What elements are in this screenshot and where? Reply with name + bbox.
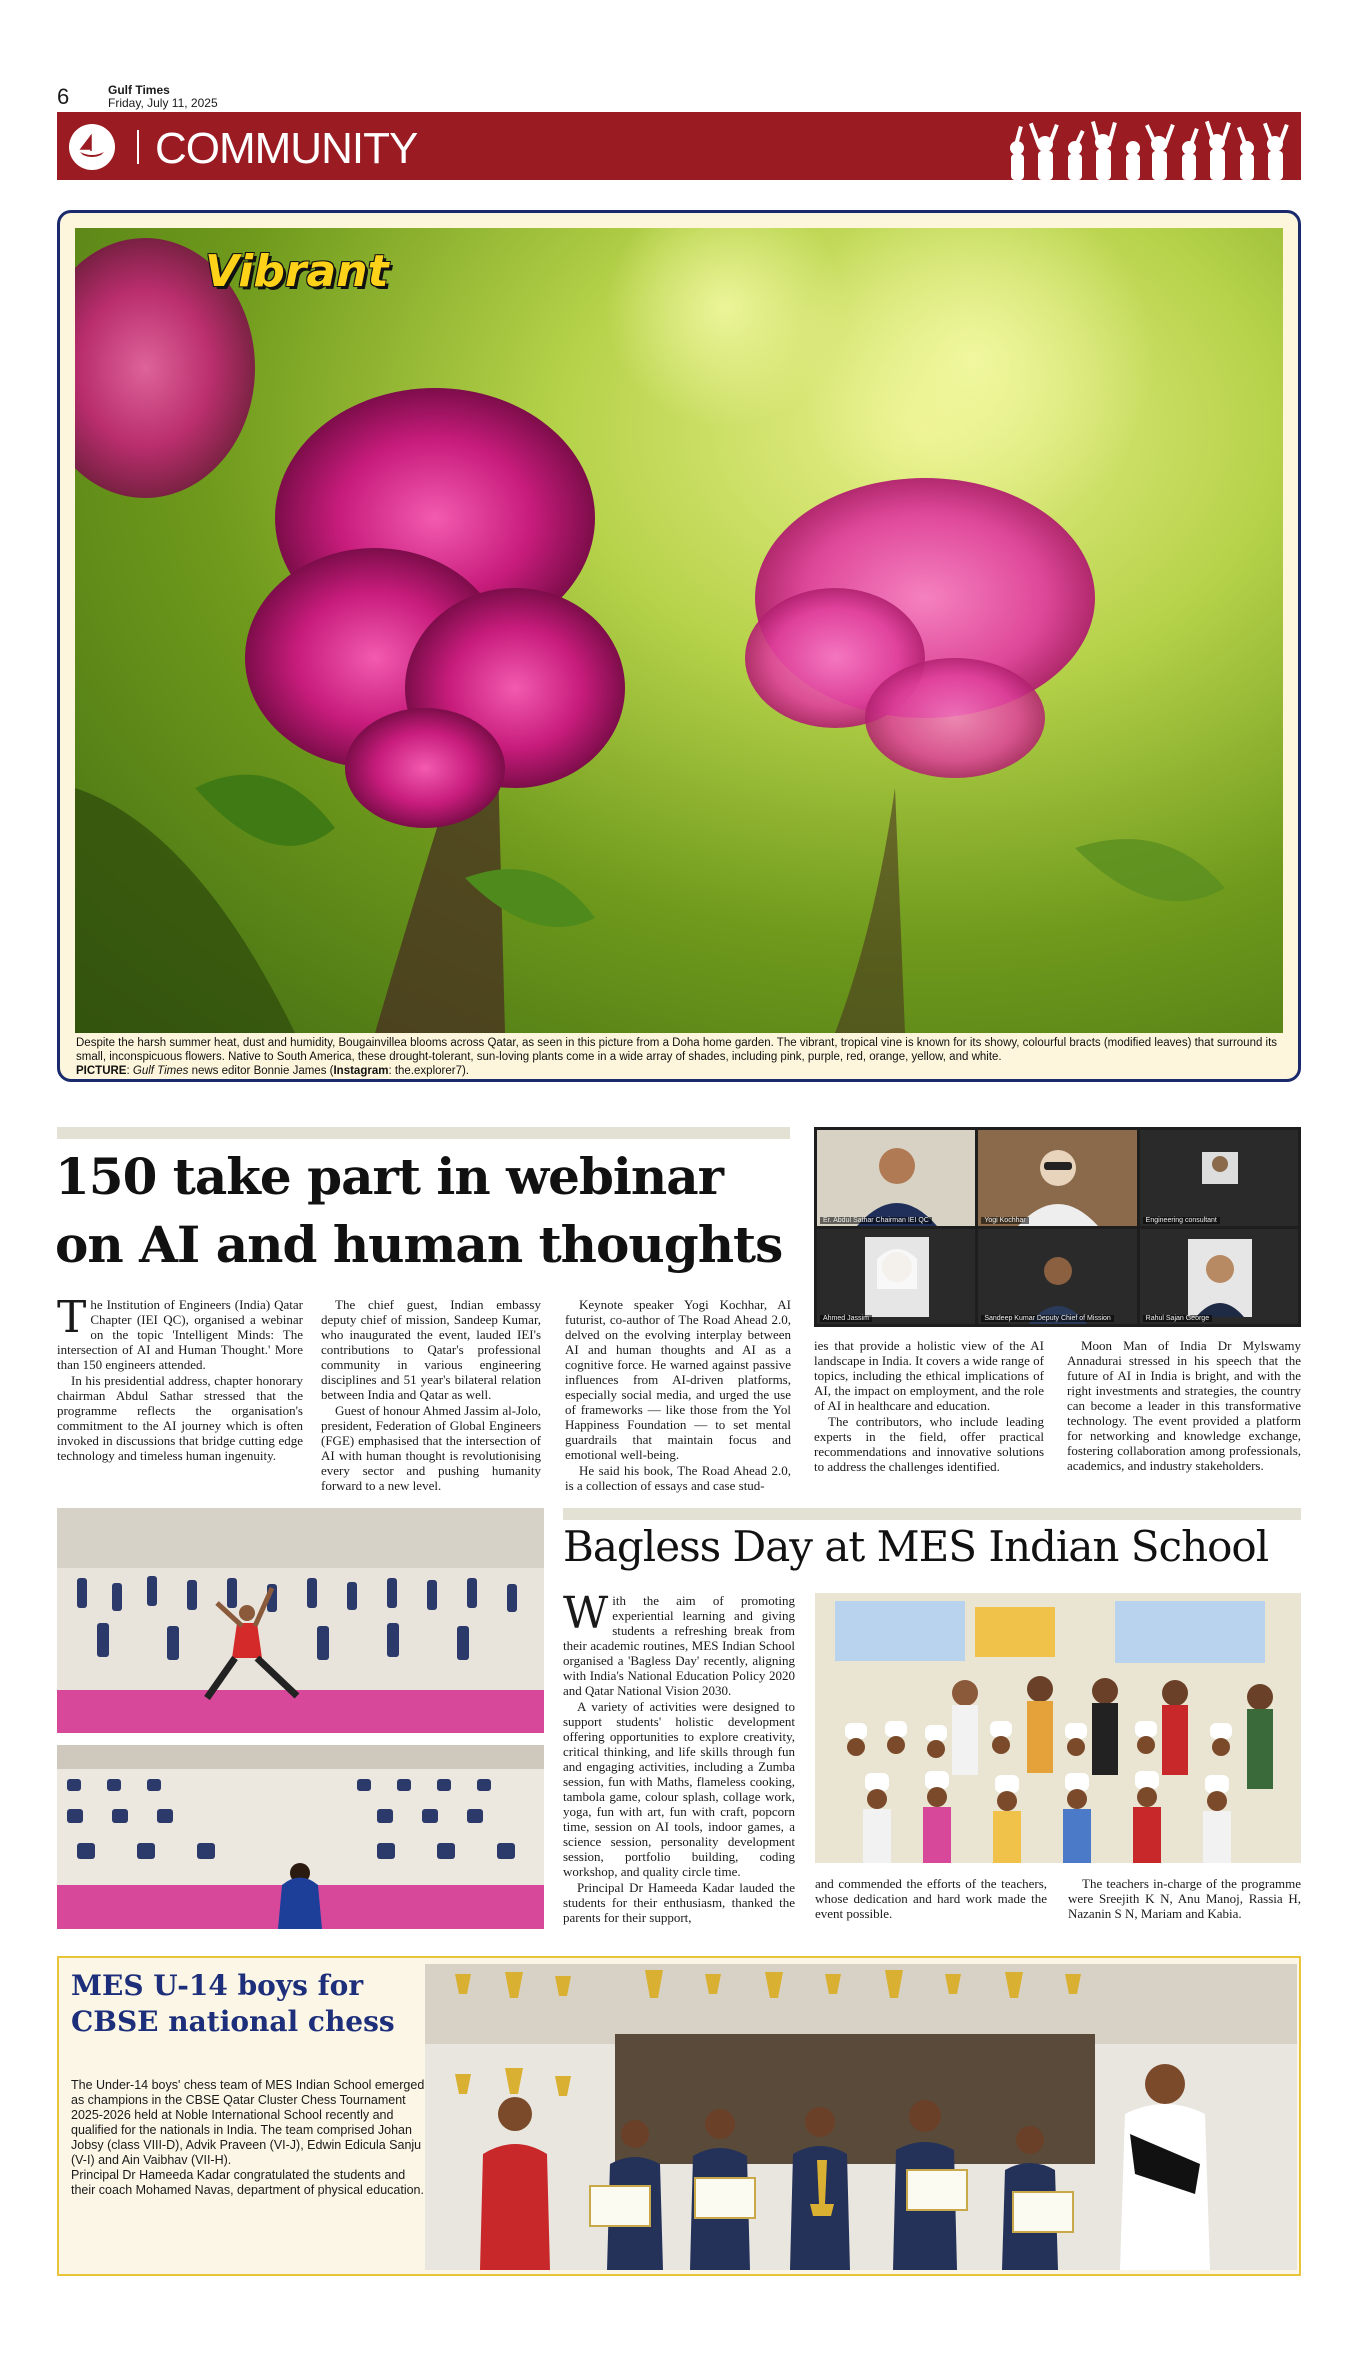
bagless-paragraph: Principal Dr Hameeda Kadar lauded the students for their enthusiasm, thanked the parents for their support, [563, 1880, 795, 1925]
webinar-column-2 [321, 1297, 541, 1494]
chess-headline-line-2: CBSE national chess [71, 2005, 395, 2038]
zoom-tile [978, 1229, 1136, 1325]
story-rule [563, 1508, 1301, 1520]
dhow-logo-icon [69, 124, 115, 170]
zoom-tile [1140, 1229, 1298, 1325]
credit-text: news editor Bonnie James ( [188, 1065, 334, 1077]
bagless-paragraph: The teachers in-charge of the programme were Sreejith K N, Anu Manoj, Rassia H, Nazanin S N, Mariam and Kabia. [1068, 1876, 1301, 1921]
dropcap: W [563, 1588, 609, 1639]
story-rule [57, 1127, 790, 1139]
zoom-tile-name: Er. Abdul Sathar Chairman IEI QC [820, 1217, 932, 1224]
caption-text: Despite the harsh summer heat, dust and humidity, Bougainvillea blooms across Qatar, as seen in this picture from a Doha home garden. The vibrant, tropical vine is known for its showy, colourful bracts (modified leaves) that surround its small, inconspicuous flowers. Native to South America, these drought-tolerant, sun-loving plants come in a wide array of shades, including pink, purple, red, orange, yellow, and white. [76, 1037, 1278, 1063]
webinar-paragraph: Moon Man of India Dr Mylswamy Annadurai stressed in his speech that the future of AI in India is bright, and with the right investments and strategies, the country can become a leader in this transformative technology. The event provided a platform for networking and knowledge exchange, fostering collaboration among professionals, academics, and industry stakeholders. [1067, 1338, 1301, 1473]
credit-publication: Gulf Times [132, 1065, 189, 1077]
zoom-tile [817, 1130, 975, 1226]
page-number: 6 [57, 84, 70, 109]
zoom-tile-name: Engineering consultant [1143, 1217, 1220, 1224]
webinar-column-1 [57, 1292, 303, 1464]
bagless-paragraph: A variety of activities were designed to support students' holistic development offering opportunities to explore creativity, critical thinking, and life skills through fun and engaging activities, including a Zumba session, fun with Maths, flameless cooking, tambola game, colour splash, collage work, yoga, fun with art, fun with craft, popcorn time, session on AI tools, indoor games, a science session, personality development session, portfolio building, coding workshop, and quality circle time. [563, 1699, 795, 1879]
section-separator [137, 130, 139, 164]
chess-paragraph: Principal Dr Hameeda Kadar congratulated the students and their coach Mohamed Navas, department of physical education. [71, 2168, 424, 2197]
credit-instagram-label: Instagram [333, 1065, 389, 1077]
webinar-headline-line-1: 150 take part in webinar [55, 1147, 723, 1206]
webinar-paragraph: Guest of honour Ahmed Jassim al-Jolo, president, Federation of Global Engineers (FGE) emphasised that the intersection of AI with human thought is revolutionising every sector and pushing humanity forward to a new level. [321, 1403, 541, 1493]
photo-feature-box [57, 210, 1301, 1082]
webinar-paragraph: ies that provide a holistic view of the AI landscape in India. It covers a wide range of topics, including the ethical implications of AI, the impact on employment, and the role of AI in healthcare and education. [814, 1338, 1044, 1413]
publication-date: Friday, July 11, 2025 [108, 96, 218, 110]
zoom-tile [1140, 1130, 1298, 1226]
webinar-paragraph: In his presidential address, chapter honorary chairman Abdul Sathar stressed that the programme reflects the organisation's commitment to the AI journey which is often invoked in discussions that bridge cutting edge technology and timeless human ingenuity. [57, 1373, 303, 1463]
zoom-tile-name: Rahul Sajan George [1143, 1315, 1212, 1322]
webinar-column-5 [1067, 1338, 1301, 1474]
bagless-column-1 [563, 1588, 795, 1926]
chess-paragraph: The Under-14 boys' chess team of MES Indian School emerged as champions in the CBSE Qatar Cluster Chess Tournament 2025-2026 held at Noble International School recently and qualified for the nationals in India. The team comprised Johan Jobsy (class VIII-D), Advik Praveen (VI-J), Edwin Edicula Sanju (V-I) and Ain Vaibhav (VII-H). [71, 2078, 425, 2167]
webinar-column-3 [565, 1297, 791, 1494]
credit-label: PICTURE [76, 1065, 127, 1077]
section-title: COMMUNITY [155, 124, 418, 173]
chess-headline-line-1: MES U-14 boys for [71, 1969, 364, 2002]
webinar-paragraph: The chief guest, Indian embassy deputy chief of mission, Sandeep Kumar, who inaugurated the event, lauded IEI's contributions to Qatar's professional community in various engineering disciplines and 51 year's bilateral relation between India and Qatar as well. [321, 1297, 541, 1402]
zoom-tile-name: Sandeep Kumar Deputy Chief of Mission [981, 1315, 1113, 1322]
bagless-column-3 [1068, 1876, 1301, 1922]
bagless-paragraph: ith the aim of promoting experiential learning and giving students a refreshing break from their academic routines, MES Indian School organised a 'Bagless Day' recently, aligning with India's National Education Policy 2020 and Qatar National Vision 2030. [563, 1593, 795, 1698]
webinar-zoom-screenshot [814, 1127, 1301, 1327]
section-banner [57, 112, 1301, 180]
feature-tag: Vibrant [205, 246, 389, 297]
bougainvillea-photo [75, 228, 1283, 1033]
feature-caption: Despite the harsh summer heat, dust and humidity, Bougainvillea blooms across Qatar, as seen in this picture from a Doha home garden. The vibrant, tropical vine is known for its showy, colourful bracts (modified leaves) that surround its small, inconspicuous flowers. Native to South America, these drought-tolerant, sun-loving plants come in a wide array of shades, including pink, purple, red, orange, yellow, and white. PICTURE: Gulf Times news editor Bonnie James (Instagram: the.explorer7). [76, 1037, 1278, 1077]
webinar-headline-line-2: on AI and human thoughts [55, 1215, 783, 1274]
webinar-paragraph: he Institution of Engineers (India) Qatar Chapter (IEI QC), organised a webinar on the topic 'Intelligent Minds: The intersection of AI and Human Thought.' More than 150 engineers attended. [57, 1297, 303, 1372]
publication-name: Gulf Times [108, 83, 170, 97]
chess-headline [71, 1968, 451, 2040]
zoom-tile [817, 1229, 975, 1325]
students-cooking-photo [815, 1593, 1301, 1863]
bagless-paragraph: and commended the efforts of the teachers, whose dedication and hard work made the event possible. [815, 1876, 1047, 1921]
webinar-paragraph: Keynote speaker Yogi Kochhar, AI futurist, co-author of The Road Ahead 2.0, delved on the evolving interplay between AI and human thoughts and AI as a cognitive force. He warned against passive influences from AI-driven platforms, especially social media, and urged the use of frameworks — like those from the Yol Happiness Foundation — to set mental guardrails that maintain focus and emotional well-being. [565, 1297, 791, 1462]
crowd-silhouette-icon [1005, 118, 1295, 180]
webinar-paragraph: The contributors, who include leading experts in the field, offer practical recommendations and innovative solutions to address the challenges identified. [814, 1414, 1044, 1474]
zoom-tile-name: Yogi Kochhar [981, 1217, 1028, 1224]
zoom-tile [978, 1130, 1136, 1226]
zoom-tile-name: Ahmed Jassim [820, 1315, 872, 1322]
zumba-photo [57, 1508, 544, 1733]
webinar-column-4 [814, 1338, 1044, 1475]
webinar-paragraph: He said his book, The Road Ahead 2.0, is a collection of essays and case stud- [565, 1463, 791, 1493]
bagless-headline: Bagless Day at MES Indian School [563, 1522, 1269, 1571]
publication-info [108, 84, 218, 110]
bagless-column-2 [815, 1876, 1047, 1922]
chess-body [71, 2078, 431, 2198]
chess-story-box [57, 1956, 1301, 2276]
webinar-headline [55, 1143, 782, 1279]
dropcap: T [57, 1292, 87, 1343]
chess-team-photo [425, 1964, 1297, 2270]
credit-instagram-handle: : the.explorer7). [388, 1065, 469, 1077]
yoga-photo [57, 1745, 544, 1929]
